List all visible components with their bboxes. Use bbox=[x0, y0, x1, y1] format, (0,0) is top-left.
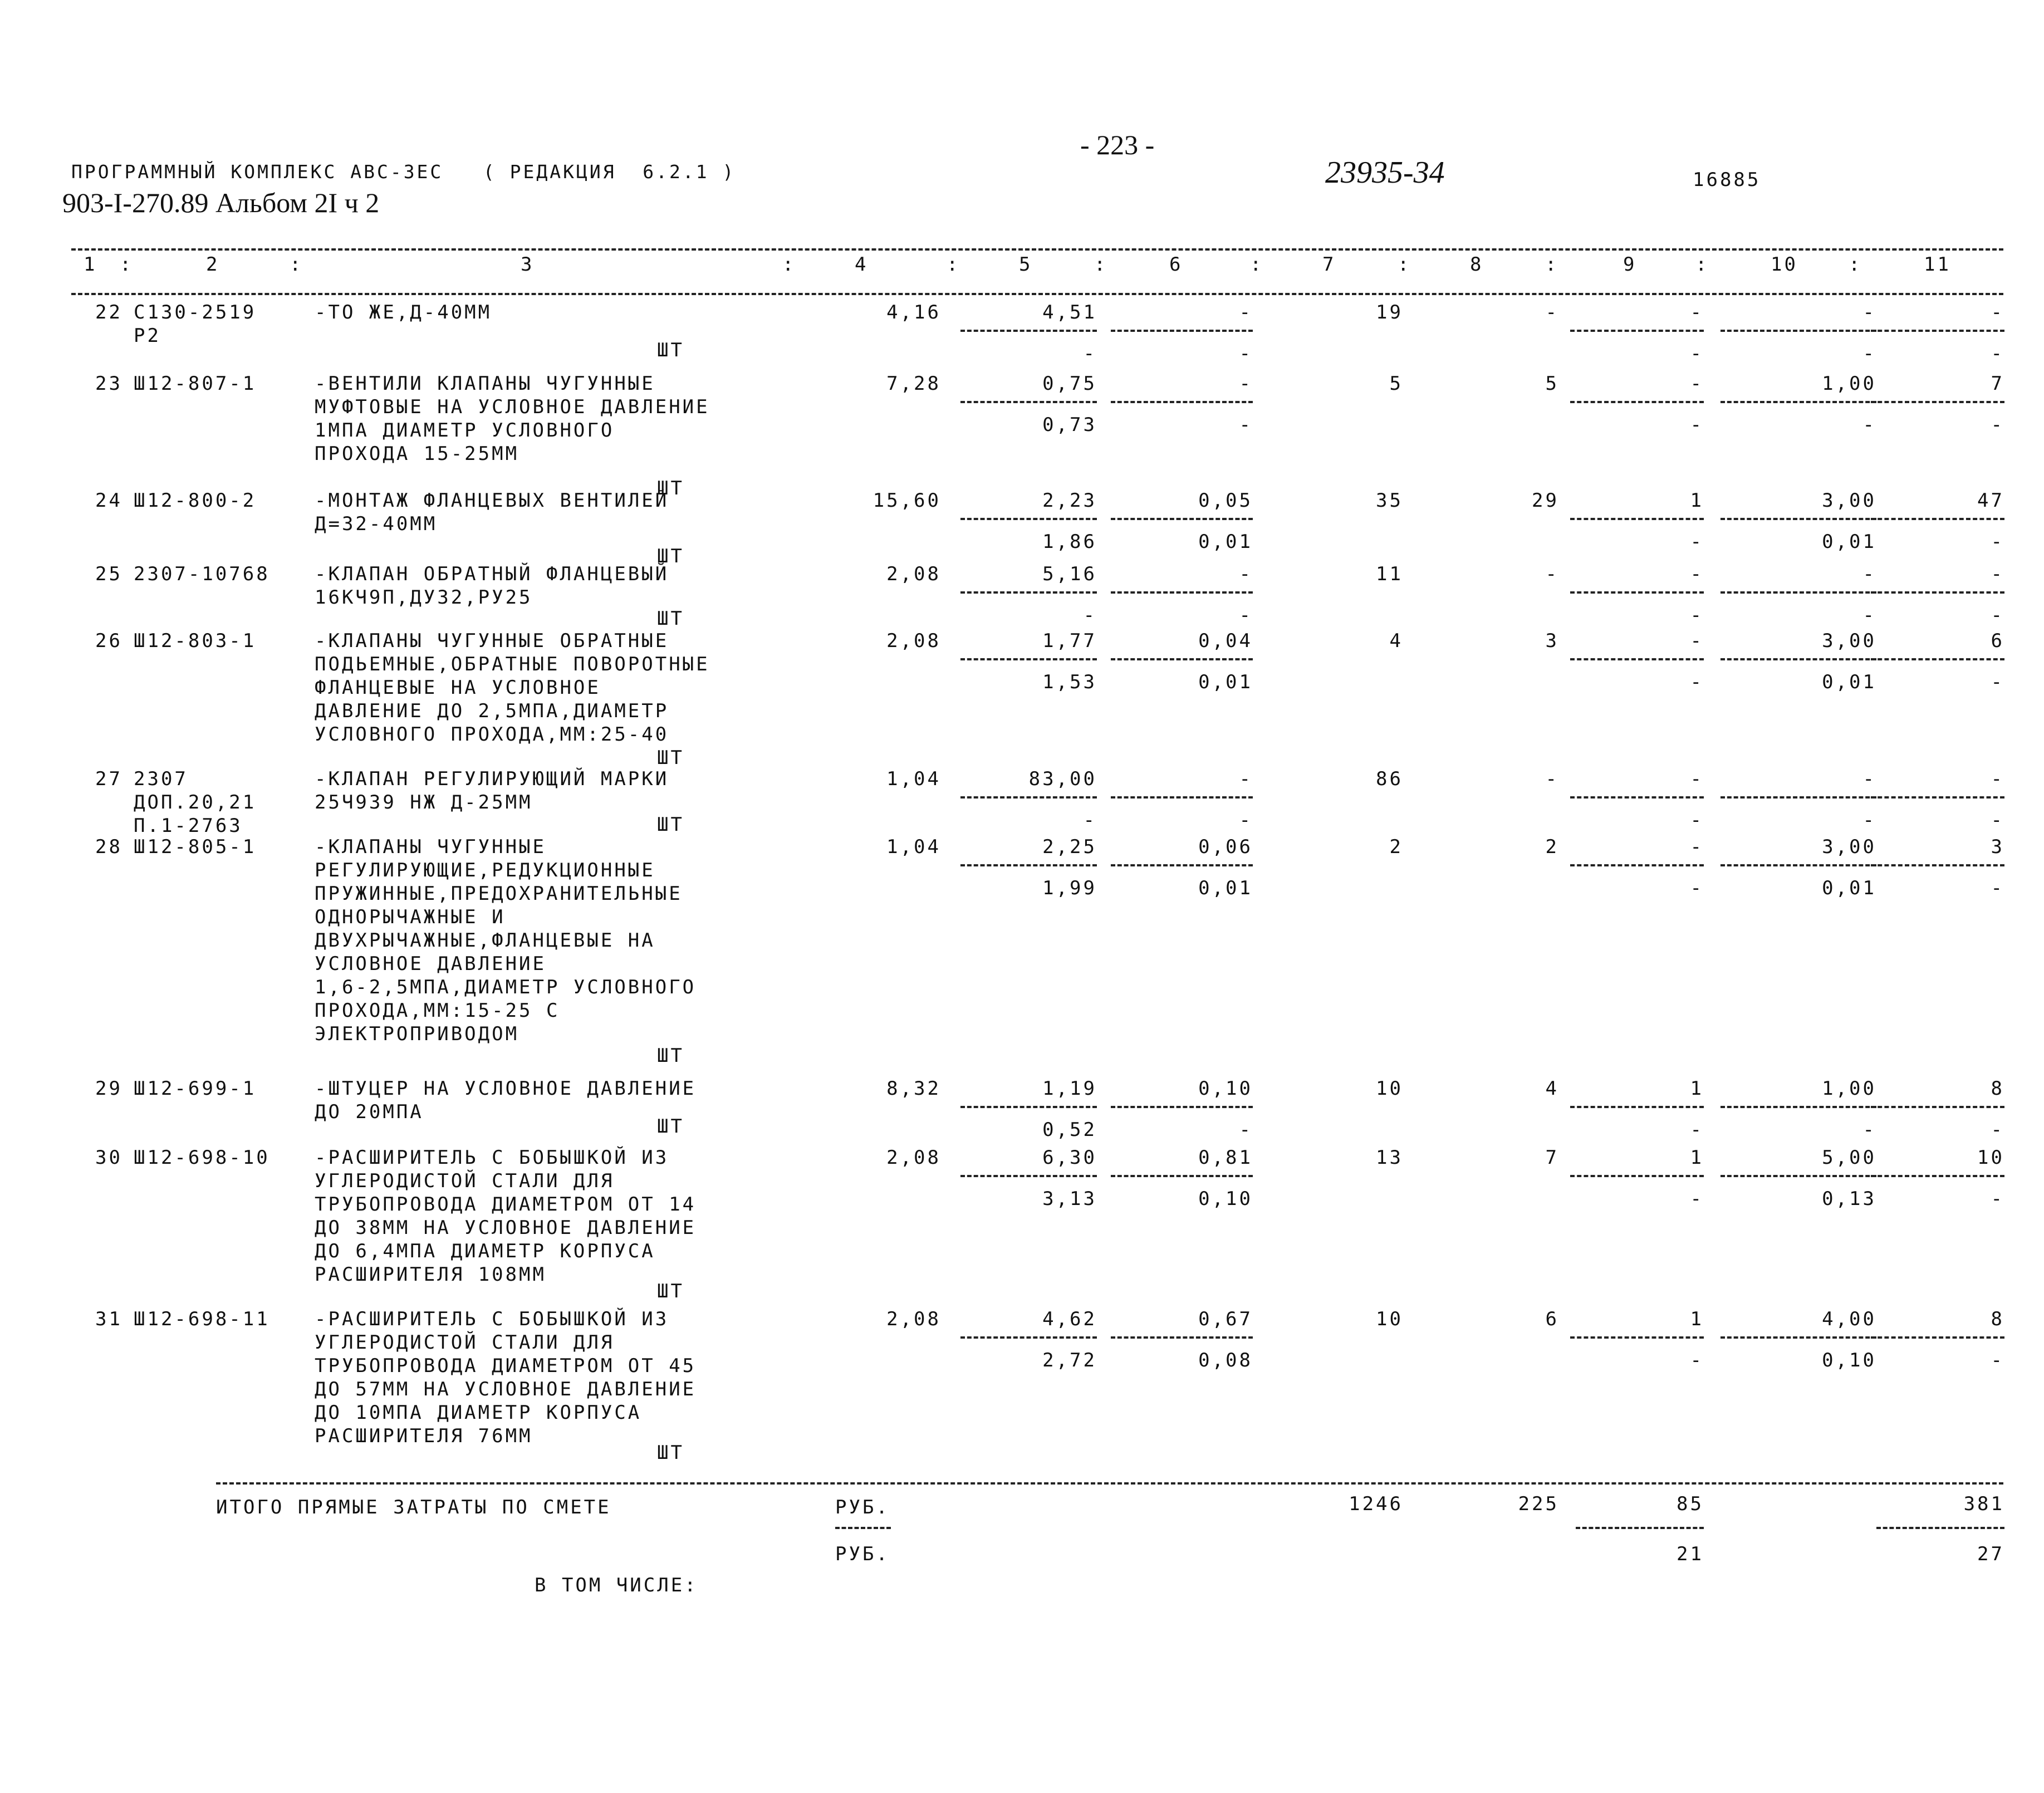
cell-separator bbox=[1721, 1336, 1876, 1339]
row-col-5-b: 3,13 bbox=[1042, 1188, 1097, 1210]
row-col-10-b: - bbox=[1862, 414, 1876, 436]
column-header-9: 9 bbox=[1623, 253, 1637, 276]
column-divider: : bbox=[1250, 253, 1264, 276]
row-col-11-b: - bbox=[1991, 809, 2004, 831]
row-col-9-b: - bbox=[1690, 531, 1704, 553]
column-header-5: 5 bbox=[1019, 253, 1033, 276]
cell-separator bbox=[1721, 1175, 1876, 1177]
row-col-9: 1 bbox=[1690, 1308, 1704, 1330]
row-code: 2307 ДОП.20,21 П.1-2763 bbox=[134, 768, 257, 837]
column-divider: : bbox=[120, 253, 134, 276]
row-col-6-b: 0,10 bbox=[1198, 1188, 1253, 1210]
row-col-5: 1,77 bbox=[1042, 630, 1097, 652]
cell-separator bbox=[1721, 796, 1876, 798]
row-number: 28 bbox=[95, 836, 122, 858]
row-col-5: 0,75 bbox=[1042, 373, 1097, 395]
row-col-9: - bbox=[1690, 630, 1704, 652]
row-code: 2307-10768 bbox=[134, 563, 270, 585]
column-divider: : bbox=[1398, 253, 1411, 276]
row-col-10: 4,00 bbox=[1822, 1308, 1876, 1330]
cell-separator bbox=[960, 401, 1097, 403]
row-col-8: 2 bbox=[1545, 836, 1559, 858]
row-col-9: - bbox=[1690, 373, 1704, 395]
row-col-6: 0,67 bbox=[1198, 1308, 1253, 1330]
column-header-7: 7 bbox=[1322, 253, 1336, 276]
cell-separator bbox=[960, 591, 1097, 594]
row-col-4: 2,08 bbox=[886, 1147, 941, 1169]
row-col-11-b: - bbox=[1991, 604, 2004, 626]
cell-separator bbox=[1570, 864, 1704, 866]
cell-separator bbox=[1871, 1175, 2004, 1177]
cell-separator bbox=[1111, 658, 1253, 660]
row-col-6-b: 0,08 bbox=[1198, 1349, 1253, 1371]
row-description: -КЛАПАНЫ ЧУГУННЫЕ ОБРАТНЫЕ ПОДЬЕМНЫЕ,ОБРАТНЫЕ ПОВОРОТНЫЕ ФЛАНЦЕВЫЕ НА УСЛОВНОЕ ДАВЛЕНИЕ ДО 2,5МПА,ДИАМЕТР УСЛОВНОГО ПРОХОДА,ММ:25-40 bbox=[315, 630, 710, 746]
cell-separator bbox=[1721, 518, 1876, 520]
column-header-11: 11 bbox=[1924, 253, 1951, 276]
row-col-6-b: 0,01 bbox=[1198, 877, 1253, 899]
row-col-6: - bbox=[1239, 563, 1253, 585]
cell-separator bbox=[1721, 330, 1876, 332]
cell-separator bbox=[1721, 591, 1876, 594]
row-col-10-b: - bbox=[1862, 342, 1876, 365]
row-col-6: 0,81 bbox=[1198, 1147, 1253, 1169]
cell-separator bbox=[1871, 330, 2004, 332]
row-col-8: 5 bbox=[1545, 373, 1559, 395]
row-col-6-b: 0,01 bbox=[1198, 531, 1253, 553]
cell-separator bbox=[960, 1175, 1097, 1177]
row-col-7: 19 bbox=[1376, 301, 1403, 324]
row-col-8: 29 bbox=[1532, 489, 1559, 512]
row-col-10: - bbox=[1862, 301, 1876, 324]
row-col-10-b: 0,01 bbox=[1822, 877, 1876, 899]
cell-separator bbox=[1570, 591, 1704, 594]
row-number: 26 bbox=[95, 630, 122, 652]
row-col-11-b: - bbox=[1991, 1349, 2004, 1371]
totals-rule bbox=[216, 1482, 2003, 1485]
cell-separator bbox=[960, 330, 1097, 332]
row-col-10-b: - bbox=[1862, 809, 1876, 831]
totals-sep-col11 bbox=[1876, 1527, 2004, 1529]
row-col-11: 10 bbox=[1977, 1147, 2004, 1169]
row-col-9-b: - bbox=[1690, 414, 1704, 436]
cell-separator bbox=[1111, 591, 1253, 594]
row-col-9-b: - bbox=[1690, 671, 1704, 693]
row-col-9-b: - bbox=[1690, 604, 1704, 626]
totals-col9-b: 21 bbox=[1677, 1543, 1704, 1565]
row-col-10: 1,00 bbox=[1822, 373, 1876, 395]
row-code: Ш12-805-1 bbox=[134, 836, 257, 858]
row-col-8: - bbox=[1545, 301, 1559, 324]
row-col-9: 1 bbox=[1690, 1077, 1704, 1100]
row-unit: ШТ bbox=[657, 747, 684, 769]
row-code: Ш12-699-1 bbox=[134, 1077, 257, 1100]
row-col-11: 8 bbox=[1991, 1077, 2004, 1100]
totals-currency: РУБ. bbox=[835, 1496, 890, 1518]
column-header-row bbox=[0, 253, 2044, 277]
column-header-4: 4 bbox=[855, 253, 869, 276]
row-number: 25 bbox=[95, 563, 122, 585]
cell-separator bbox=[960, 658, 1097, 660]
cell-separator bbox=[1721, 1106, 1876, 1108]
column-divider: : bbox=[1094, 253, 1108, 276]
row-number: 24 bbox=[95, 489, 122, 512]
row-col-9: - bbox=[1690, 836, 1704, 858]
row-unit: ШТ bbox=[657, 1115, 684, 1138]
cell-separator bbox=[1871, 518, 2004, 520]
row-description: -КЛАПАН РЕГУЛИРУЮЩИЙ МАРКИ 25Ч939 НЖ Д-25ММ bbox=[315, 768, 669, 814]
row-col-7: 5 bbox=[1389, 373, 1403, 395]
row-description: -ВЕНТИЛИ КЛАПАНЫ ЧУГУННЫЕ МУФТОВЫЕ НА УСЛОВНОЕ ДАВЛЕНИЕ 1МПА ДИАМЕТР УСЛОВНОГО ПРОХОДА 15-25ММ bbox=[315, 373, 710, 465]
row-number: 30 bbox=[95, 1147, 122, 1169]
totals-currency-2: РУБ. bbox=[835, 1543, 890, 1565]
row-col-10: - bbox=[1862, 563, 1876, 585]
row-col-5-b: - bbox=[1083, 604, 1097, 626]
row-col-5: 5,16 bbox=[1042, 563, 1097, 585]
row-code: Ш12-698-10 bbox=[134, 1147, 270, 1169]
column-divider: : bbox=[290, 253, 303, 276]
row-col-11: - bbox=[1991, 563, 2004, 585]
cell-separator bbox=[1570, 658, 1704, 660]
row-unit: ШТ bbox=[657, 1280, 684, 1302]
row-col-9: - bbox=[1690, 768, 1704, 790]
totals-label: ИТОГО ПРЯМЫЕ ЗАТРАТЫ ПО СМЕТЕ bbox=[216, 1496, 611, 1518]
row-col-9: 1 bbox=[1690, 489, 1704, 512]
row-description: -КЛАПАН ОБРАТНЫЙ ФЛАНЦЕВЫЙ 16КЧ9П,ДУ32,РУ25 bbox=[315, 563, 669, 609]
cell-separator bbox=[1570, 796, 1704, 798]
cell-separator bbox=[1111, 330, 1253, 332]
row-code: С130-2519 Р2 bbox=[134, 301, 257, 347]
cell-separator bbox=[960, 518, 1097, 520]
row-col-8: 4 bbox=[1545, 1077, 1559, 1100]
cell-separator bbox=[1721, 864, 1876, 866]
row-col-8: - bbox=[1545, 563, 1559, 585]
row-col-4: 2,08 bbox=[886, 1308, 941, 1330]
cell-separator bbox=[1871, 591, 2004, 594]
column-header-3: 3 bbox=[521, 253, 535, 276]
row-col-11-b: - bbox=[1991, 414, 2004, 436]
row-col-9-b: - bbox=[1690, 1119, 1704, 1141]
header-rule-bottom bbox=[71, 293, 2003, 295]
row-col-10: 3,00 bbox=[1822, 836, 1876, 858]
cell-separator bbox=[1871, 864, 2004, 866]
row-col-6: - bbox=[1239, 373, 1253, 395]
row-description: -ШТУЦЕР НА УСЛОВНОЕ ДАВЛЕНИЕ ДО 20МПА bbox=[315, 1077, 697, 1123]
row-col-9: 1 bbox=[1690, 1147, 1704, 1169]
row-col-9-b: - bbox=[1690, 877, 1704, 899]
cell-separator bbox=[1570, 1106, 1704, 1108]
row-col-5: 4,62 bbox=[1042, 1308, 1097, 1330]
totals-sep-currency bbox=[835, 1527, 891, 1529]
cell-separator bbox=[1871, 658, 2004, 660]
totals-col11-b: 27 bbox=[1977, 1543, 2004, 1565]
row-description: -РАСШИРИТЕЛЬ С БОБЫШКОЙ ИЗ УГЛЕРОДИСТОЙ СТАЛИ ДЛЯ ТРУБОПРОВОДА ДИАМЕТРОМ ОТ 45 ДО 57ММ НА УСЛОВНОЕ ДАВЛЕНИЕ ДО 10МПА ДИАМЕТР КОРПУСА РАСШИРИТЕЛЯ 76ММ bbox=[315, 1308, 697, 1447]
row-col-10-b: - bbox=[1862, 1119, 1876, 1141]
row-col-4: 2,08 bbox=[886, 630, 941, 652]
album-line: 903-I-270.89 Альбом 2I ч 2 bbox=[62, 187, 380, 218]
row-col-4: 7,28 bbox=[886, 373, 941, 395]
row-col-9-b: - bbox=[1690, 1188, 1704, 1210]
column-divider: : bbox=[1849, 253, 1862, 276]
column-header-2: 2 bbox=[206, 253, 220, 276]
row-col-5: 83,00 bbox=[1028, 768, 1097, 790]
cell-separator bbox=[1111, 1106, 1253, 1108]
row-col-5: 4,51 bbox=[1042, 301, 1097, 324]
row-col-8: 6 bbox=[1545, 1308, 1559, 1330]
cell-separator bbox=[1111, 864, 1253, 866]
program-line: ПРОГРАММНЫЙ КОМПЛЕКС АВС-3ЕС ( РЕДАКЦИЯ 6.2.1 ) bbox=[71, 161, 736, 183]
row-col-11: 47 bbox=[1977, 489, 2004, 512]
cell-separator bbox=[1111, 1336, 1253, 1339]
row-col-10-b: 0,10 bbox=[1822, 1349, 1876, 1371]
cell-separator bbox=[1871, 401, 2004, 403]
row-col-11-b: - bbox=[1991, 1188, 2004, 1210]
cell-separator bbox=[960, 864, 1097, 866]
row-col-7: 10 bbox=[1376, 1308, 1403, 1330]
totals-sep-col9 bbox=[1576, 1527, 1704, 1529]
row-number: 29 bbox=[95, 1077, 122, 1100]
row-col-5-b: 1,53 bbox=[1042, 671, 1097, 693]
column-divider: : bbox=[782, 253, 796, 276]
row-col-7: 2 bbox=[1389, 836, 1403, 858]
column-header-1: 1 bbox=[84, 253, 97, 276]
cell-separator bbox=[1871, 796, 2004, 798]
row-col-10: 3,00 bbox=[1822, 489, 1876, 512]
cell-separator bbox=[960, 1106, 1097, 1108]
cell-separator bbox=[1570, 518, 1704, 520]
row-col-10-b: 0,01 bbox=[1822, 531, 1876, 553]
row-col-10-b: - bbox=[1862, 604, 1876, 626]
row-unit: ШТ bbox=[657, 545, 684, 567]
row-description: -ТО ЖЕ,Д-40ММ bbox=[315, 301, 492, 324]
row-col-9: - bbox=[1690, 301, 1704, 324]
row-unit: ШТ bbox=[657, 1045, 684, 1067]
row-unit: ШТ bbox=[657, 477, 684, 499]
totals-including: В ТОМ ЧИСЛЕ: bbox=[535, 1574, 698, 1596]
column-header-8: 8 bbox=[1470, 253, 1484, 276]
row-col-4: 1,04 bbox=[886, 768, 941, 790]
row-col-6-b: - bbox=[1239, 414, 1253, 436]
row-col-5: 2,23 bbox=[1042, 489, 1097, 512]
row-col-5-b: - bbox=[1083, 342, 1097, 365]
row-col-7: 10 bbox=[1376, 1077, 1403, 1100]
row-unit: ШТ bbox=[657, 814, 684, 836]
row-col-11-b: - bbox=[1991, 671, 2004, 693]
row-col-10: 3,00 bbox=[1822, 630, 1876, 652]
cell-separator bbox=[1721, 401, 1876, 403]
row-col-7: 11 bbox=[1376, 563, 1403, 585]
cell-separator bbox=[1111, 401, 1253, 403]
totals-col11: 381 bbox=[1963, 1493, 2004, 1515]
row-col-4: 8,32 bbox=[886, 1077, 941, 1100]
cell-separator bbox=[1111, 518, 1253, 520]
row-col-11: 8 bbox=[1991, 1308, 2004, 1330]
row-description: -РАСШИРИТЕЛЬ С БОБЫШКОЙ ИЗ УГЛЕРОДИСТОЙ СТАЛИ ДЛЯ ТРУБОПРОВОДА ДИАМЕТРОМ ОТ 14 ДО 38ММ НА УСЛОВНОЕ ДАВЛЕНИЕ ДО 6,4МПА ДИАМЕТР КОРПУСА РАСШИРИТЕЛЯ 108ММ bbox=[315, 1147, 697, 1286]
row-col-11: 7 bbox=[1991, 373, 2004, 395]
row-col-7: 4 bbox=[1389, 630, 1403, 652]
row-number: 23 bbox=[95, 373, 122, 395]
cell-separator bbox=[1570, 1336, 1704, 1339]
totals-col9: 85 bbox=[1677, 1493, 1704, 1515]
totals-col7: 1246 bbox=[1349, 1493, 1403, 1515]
row-description: -КЛАПАНЫ ЧУГУННЫЕ РЕГУЛИРУЮЩИЕ,РЕДУКЦИОННЫЕ ПРУЖИННЫЕ,ПРЕДОХРАНИТЕЛЬНЫЕ ОДНОРЫЧАЖНЫЕ И ДВУХРЫЧАЖНЫЕ,ФЛАНЦЕВЫЕ НА УСЛОВНОЕ ДАВЛЕНИЕ 1,6-2,5МПА,ДИАМЕТР УСЛОВНОГО ПРОХОДА,ММ:15-25 С ЭЛЕКТРОПРИВОДОМ bbox=[315, 836, 697, 1045]
column-header-6: 6 bbox=[1169, 253, 1183, 276]
row-unit: ШТ bbox=[657, 608, 684, 630]
row-col-5-b: - bbox=[1083, 809, 1097, 831]
row-col-6: - bbox=[1239, 301, 1253, 324]
row-code: Ш12-803-1 bbox=[134, 630, 257, 652]
row-col-7: 13 bbox=[1376, 1147, 1403, 1169]
row-col-6: 0,05 bbox=[1198, 489, 1253, 512]
row-col-6-b: - bbox=[1239, 342, 1253, 365]
row-col-5-b: 1,86 bbox=[1042, 531, 1097, 553]
row-col-8: 7 bbox=[1545, 1147, 1559, 1169]
column-divider: : bbox=[1695, 253, 1709, 276]
row-col-10: 1,00 bbox=[1822, 1077, 1876, 1100]
row-col-11-b: - bbox=[1991, 342, 2004, 365]
cell-separator bbox=[1111, 1175, 1253, 1177]
row-col-11-b: - bbox=[1991, 1119, 2004, 1141]
row-col-9-b: - bbox=[1690, 342, 1704, 365]
row-col-8: - bbox=[1545, 768, 1559, 790]
cell-separator bbox=[1570, 1175, 1704, 1177]
row-col-6: 0,06 bbox=[1198, 836, 1253, 858]
header-rule-top bbox=[71, 248, 2003, 251]
row-col-11: - bbox=[1991, 301, 2004, 324]
row-col-5: 1,19 bbox=[1042, 1077, 1097, 1100]
row-col-11: - bbox=[1991, 768, 2004, 790]
column-divider: : bbox=[947, 253, 960, 276]
row-unit: ШТ bbox=[657, 1442, 684, 1464]
row-col-10: 5,00 bbox=[1822, 1147, 1876, 1169]
cell-separator bbox=[1570, 330, 1704, 332]
row-col-11: 6 bbox=[1991, 630, 2004, 652]
row-col-6: 0,04 bbox=[1198, 630, 1253, 652]
cell-separator bbox=[1570, 401, 1704, 403]
row-code: Ш12-807-1 bbox=[134, 373, 257, 395]
cell-separator bbox=[1111, 796, 1253, 798]
row-number: 22 bbox=[95, 301, 122, 324]
row-col-6-b: 0,01 bbox=[1198, 671, 1253, 693]
page-number: - 223 - bbox=[1080, 129, 1155, 160]
cell-separator bbox=[1721, 658, 1876, 660]
doc-number: 16885 bbox=[1693, 169, 1761, 191]
row-col-5: 2,25 bbox=[1042, 836, 1097, 858]
row-col-6-b: - bbox=[1239, 604, 1253, 626]
row-col-10-b: 0,13 bbox=[1822, 1188, 1876, 1210]
row-col-6-b: - bbox=[1239, 1119, 1253, 1141]
row-col-11-b: - bbox=[1991, 877, 2004, 899]
totals-col8: 225 bbox=[1518, 1493, 1559, 1515]
row-col-4: 1,04 bbox=[886, 836, 941, 858]
row-col-4: 15,60 bbox=[873, 489, 941, 512]
cell-separator bbox=[1871, 1106, 2004, 1108]
column-divider: : bbox=[1545, 253, 1559, 276]
row-unit: ШТ bbox=[657, 339, 684, 361]
row-col-6-b: - bbox=[1239, 809, 1253, 831]
row-col-9-b: - bbox=[1690, 1349, 1704, 1371]
row-col-6: 0,10 bbox=[1198, 1077, 1253, 1100]
row-col-9: - bbox=[1690, 563, 1704, 585]
row-code: Ш12-698-11 bbox=[134, 1308, 270, 1330]
row-description: -МОНТАЖ ФЛАНЦЕВЫХ ВЕНТИЛЕЙ Д=32-40ММ bbox=[315, 489, 669, 535]
row-col-7: 35 bbox=[1376, 489, 1403, 512]
row-col-11: 3 bbox=[1991, 836, 2004, 858]
row-col-10: - bbox=[1862, 768, 1876, 790]
row-col-9-b: - bbox=[1690, 809, 1704, 831]
row-col-5-b: 1,99 bbox=[1042, 877, 1097, 899]
column-header-10: 10 bbox=[1771, 253, 1798, 276]
row-number: 27 bbox=[95, 768, 122, 790]
row-col-5-b: 0,52 bbox=[1042, 1119, 1097, 1141]
row-col-8: 3 bbox=[1545, 630, 1559, 652]
row-code: Ш12-800-2 bbox=[134, 489, 257, 512]
cell-separator bbox=[960, 1336, 1097, 1339]
cell-separator bbox=[1871, 1336, 2004, 1339]
row-col-5: 6,30 bbox=[1042, 1147, 1097, 1169]
row-col-7: 86 bbox=[1376, 768, 1403, 790]
row-col-4: 2,08 bbox=[886, 563, 941, 585]
row-col-5-b: 0,73 bbox=[1042, 414, 1097, 436]
row-col-10-b: 0,01 bbox=[1822, 671, 1876, 693]
row-number: 31 bbox=[95, 1308, 122, 1330]
row-col-5-b: 2,72 bbox=[1042, 1349, 1097, 1371]
cell-separator bbox=[960, 796, 1097, 798]
handwritten-code: 23935-34 bbox=[1325, 155, 1445, 190]
row-col-11-b: - bbox=[1991, 531, 2004, 553]
row-col-6: - bbox=[1239, 768, 1253, 790]
row-col-4: 4,16 bbox=[886, 301, 941, 324]
